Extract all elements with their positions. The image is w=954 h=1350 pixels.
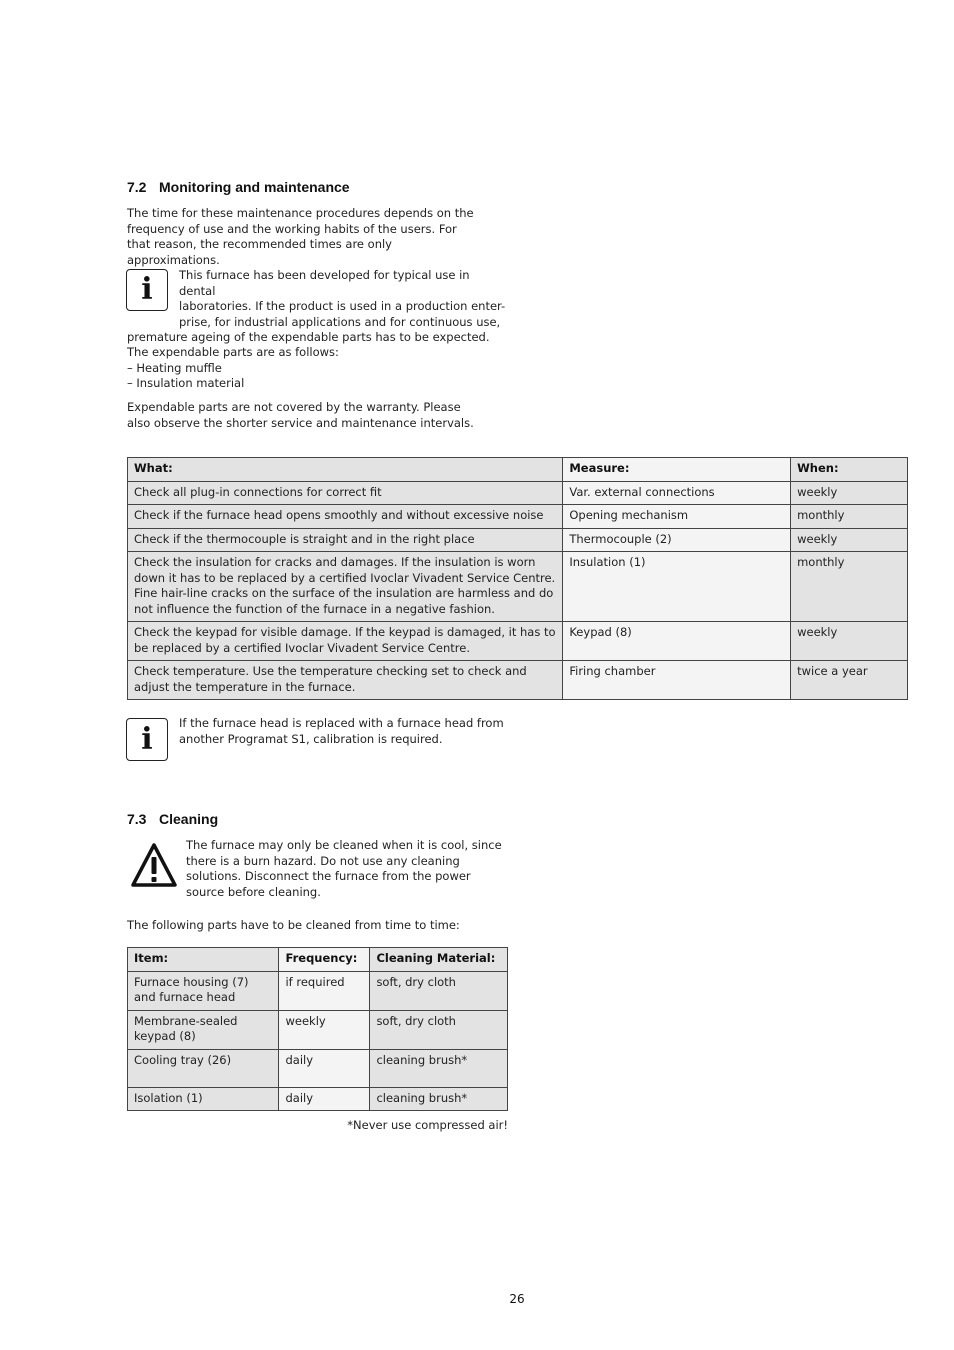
table-cell: Check if the furnace head opens smoothly and without excessive noise [128, 505, 563, 529]
table-cell: weekly [279, 1010, 370, 1049]
table-cell: Membrane-sealed keypad (8) [128, 1010, 279, 1049]
column-header: Measure: [563, 458, 791, 482]
warranty-text: Expendable parts are not covered by the warranty. Please also observe the shorter service and maintenance intervals. [127, 400, 474, 430]
table-cell: soft, dry cloth [370, 971, 508, 1010]
table-cell: weekly [791, 528, 908, 552]
column-header: Frequency: [279, 948, 370, 972]
section-heading-7-3 [127, 811, 218, 827]
table-cell: cleaning brush* [370, 1087, 508, 1111]
note-text: If the furnace head is replaced with a furnace head from another Programat S1, calibration is required. [179, 716, 504, 746]
page-number: 26 [509, 1292, 525, 1306]
table-cell: Var. external connections [563, 481, 791, 505]
table-cell: weekly [791, 622, 908, 661]
table-cell: Check the keypad for visible damage. If the keypad is damaged, it has to be replaced by a certified Ivoclar Vivadent Service Centre. [128, 622, 563, 661]
table-cell: twice a year [791, 661, 908, 700]
table-row [128, 528, 908, 552]
footnote-text: *Never use compressed air! [347, 1118, 508, 1132]
warranty-paragraph [127, 400, 477, 431]
table-row [128, 1087, 508, 1111]
table-cell: Cooling tray (26) [128, 1049, 279, 1087]
table-cell: daily [279, 1049, 370, 1087]
info-note-1 [127, 268, 507, 346]
warning-text: The furnace may only be cleaned when it is cool, since there is a burn hazard. Do not use any cleaning solutions. Disconnect the furnace from the power source before cleaning. [186, 838, 502, 899]
table-row [128, 661, 908, 700]
table-cell: Check if the thermocouple is straight and in the right place [128, 528, 563, 552]
table-cell: weekly [791, 481, 908, 505]
section-heading-7-2 [127, 179, 350, 195]
table-cell: Firing chamber [563, 661, 791, 700]
info-icon: i [126, 269, 168, 311]
table-cell: Furnace housing (7) and furnace head [128, 971, 279, 1010]
table-cell: Isolation (1) [128, 1087, 279, 1111]
table-row [128, 481, 908, 505]
info-icon: i [126, 718, 168, 761]
table-cell: monthly [791, 552, 908, 622]
table-cell: Check temperature. Use the temperature checking set to check and adjust the temperature in the furnace. [128, 661, 563, 700]
table-header-row [128, 948, 508, 972]
table-row [128, 1010, 508, 1049]
column-header: When: [791, 458, 908, 482]
cleaning-intro-text: The following parts have to be cleaned from time to time: [127, 918, 460, 932]
table-row [128, 505, 908, 529]
table-cell: cleaning brush* [370, 1049, 508, 1087]
table-row [128, 1049, 508, 1087]
table-cell: soft, dry cloth [370, 1010, 508, 1049]
note-line: prise, for industrial applications and for continuous use, [179, 314, 501, 329]
table-cell: if required [279, 971, 370, 1010]
section-title: Cleaning [159, 811, 219, 827]
table-cell: monthly [791, 505, 908, 529]
table-cell: Opening mechanism [563, 505, 791, 529]
section-title: Monitoring and maintenance [159, 179, 350, 195]
table-cell: Check the insulation for cracks and damages. If the insulation is worn down it has to be replaced by a certified Ivoclar Vivadent Service Centre. Fine hair-line cracks on the surface of the insulation are harmless and do not influence the function of the furnace in a negative fashion. [128, 552, 563, 622]
expendable-parts-list [127, 345, 487, 392]
table-row [128, 971, 508, 1010]
column-header: Cleaning Material: [370, 948, 508, 972]
warning-note [186, 838, 508, 900]
info-note-2 [179, 716, 509, 747]
table-cell: Check all plug-in connections for correct fit [128, 481, 563, 505]
table-row [128, 622, 908, 661]
cleaning-intro [127, 918, 507, 934]
cleaning-table [127, 947, 508, 1111]
warning-triangle-icon [130, 842, 178, 888]
expendable-intro: The expendable parts are as follows: [127, 345, 339, 359]
list-item: – Insulation material [127, 376, 245, 390]
table-cell: daily [279, 1087, 370, 1111]
footnote [300, 1118, 508, 1134]
note-line: premature ageing of the expendable parts has to be expected. [127, 330, 490, 344]
column-header: What: [128, 458, 563, 482]
list-item: – Heating muffle [127, 360, 222, 375]
section-number: 7.3 [127, 811, 147, 827]
note-line: laboratories. If the product is used in a production enter- [179, 299, 506, 313]
intro-text: The time for these maintenance procedures depends on the frequency of use and the working habits of the users. For that reason, the recommended times are only approximations. [127, 206, 474, 267]
table-header-row [128, 458, 908, 482]
note-line: This furnace has been developed for typical use in dental [179, 268, 470, 298]
section-number: 7.2 [127, 179, 147, 195]
table-cell: Thermocouple (2) [563, 528, 791, 552]
table-cell: Insulation (1) [563, 552, 791, 622]
table-row [128, 552, 908, 622]
table-cell: Keypad (8) [563, 622, 791, 661]
maintenance-table [127, 457, 908, 700]
column-header: Item: [128, 948, 279, 972]
intro-paragraph [127, 206, 477, 268]
